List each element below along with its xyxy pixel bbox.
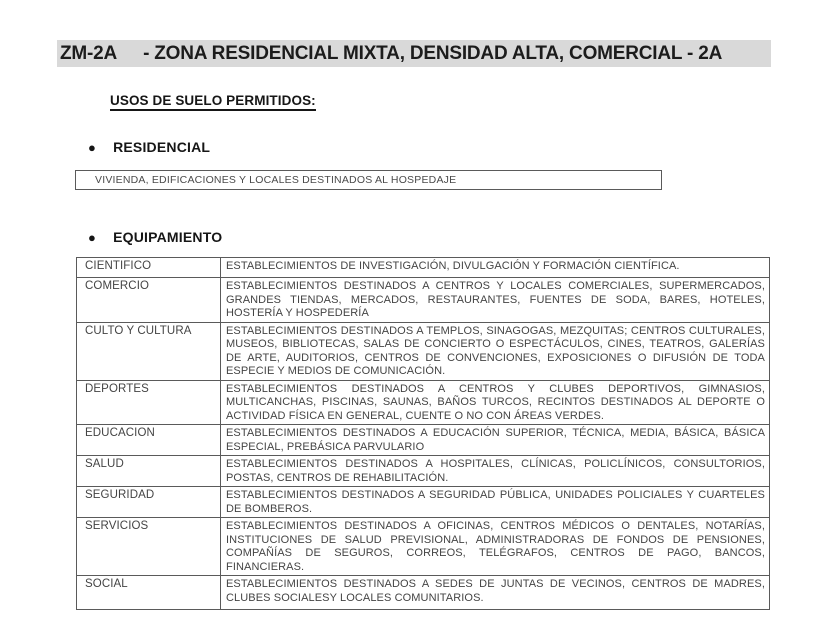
residencial-uses-box: [75, 170, 662, 190]
bullet-icon: ●: [88, 139, 97, 155]
table-row: [77, 322, 770, 380]
category-cell: SALUD: [77, 456, 221, 487]
section-heading-usos-de-suelo: USOS DE SUELO PERMITIDOS:: [110, 93, 316, 111]
description-cell: ESTABLECIMIENTOS DESTINADOS A CENTROS Y LOCALES COMERCIALES, SUPERMERCADOS, GRANDES TIENDAS, MERCADOS, RESTAURANTES, FUENTES DE SODA, BARES, HOTELES, HOSTERÍA Y HOSPEDERÍA: [221, 278, 770, 323]
bullet-icon: ●: [88, 229, 97, 245]
category-cell: SERVICIOS: [77, 518, 221, 576]
equipamiento-table: [76, 257, 770, 610]
zone-title-text: - ZONA RESIDENCIAL MIXTA, DENSIDAD ALTA, COMERCIAL - 2A: [143, 42, 723, 64]
description-cell: ESTABLECIMIENTOS DESTINADOS A SEGURIDAD PÚBLICA, UNIDADES POLICIALES Y CUARTELES DE BOMBEROS.: [221, 487, 770, 518]
description-cell: ESTABLECIMIENTOS DESTINADOS A HOSPITALES, CLÍNICAS, POLICLÍNICOS, CONSULTORIOS, POSTAS, CENTROS DE REHABILITACIÓN.: [221, 456, 770, 487]
category-cell: CULTO Y CULTURA: [77, 322, 221, 380]
residencial-label: RESIDENCIAL: [113, 139, 211, 155]
category-cell: DEPORTES: [77, 380, 221, 425]
table-row: [77, 258, 770, 278]
table-row: [77, 456, 770, 487]
category-cell: SEGURIDAD: [77, 487, 221, 518]
description-cell: ESTABLECIMIENTOS DESTINADOS A CENTROS Y CLUBES DEPORTIVOS, GIMNASIOS, MULTICANCHAS, PISCINAS, SAUNAS, BAÑOS TURCOS, RECINTOS DESTINADOS AL DEPORTE O ACTIVIDAD FÍSICA EN GENERAL, CUENTE O NO CON ÁREAS VERDES.: [221, 380, 770, 425]
category-cell: EDUCACION: [77, 425, 221, 456]
residencial-heading: [88, 139, 210, 155]
table-row: [77, 576, 770, 610]
document-title: [57, 40, 771, 67]
category-cell: CIENTIFICO: [77, 258, 221, 278]
description-cell: ESTABLECIMIENTOS DE INVESTIGACIÓN, DIVULGACIÓN Y FORMACIÓN CIENTÍFICA.: [221, 258, 770, 278]
table-row: [77, 518, 770, 576]
equipamiento-heading: [88, 229, 222, 245]
description-cell: ESTABLECIMIENTOS DESTINADOS A TEMPLOS, SINAGOGAS, MEZQUITAS; CENTROS CULTURALES, MUSEOS, BIBLIOTECAS, SALAS DE CONCIERTO O ESPECTÁCULOS, CINES, TEATROS, GALERÍAS DE ARTE, AUDITORIOS, CENTROS DE CONVENCIONES, EXPOSICIONES O DIFUSIÓN DE TODA ESPECIE Y MEDIOS DE COMUNICACIÓN.: [221, 322, 770, 380]
residencial-uses-text: VIVIENDA, EDIFICACIONES Y LOCALES DESTINADOS AL HOSPEDAJE: [95, 174, 457, 186]
description-cell: ESTABLECIMIENTOS DESTINADOS A SEDES DE JUNTAS DE VECINOS, CENTROS DE MADRES, CLUBES SOCIALESY LOCALES COMUNITARIOS.: [221, 576, 770, 610]
category-cell: COMERCIO: [77, 278, 221, 323]
table-row: [77, 487, 770, 518]
description-cell: ESTABLECIMIENTOS DESTINADOS A EDUCACIÓN SUPERIOR, TÉCNICA, MEDIA, BÁSICA, BÁSICA ESPECIAL, PREBÁSICA PARVULARIO: [221, 425, 770, 456]
equipamiento-label: EQUIPAMIENTO: [113, 229, 223, 245]
table-row: [77, 425, 770, 456]
description-cell: ESTABLECIMIENTOS DESTINADOS A OFICINAS, CENTROS MÉDICOS O DENTALES, NOTARÍAS, INSTITUCIONES DE SALUD PREVISIONAL, ADMINISTRADORAS DE FONDOS DE PENSIONES, COMPAÑÍAS DE SEGUROS, CORREOS, TELÉGRAFOS, CENTROS DE PAGO, BANCOS, FINANCIERAS.: [221, 518, 770, 576]
table-row: [77, 278, 770, 323]
category-cell: SOCIAL: [77, 576, 221, 610]
table-row: [77, 380, 770, 425]
zone-code: ZM-2A: [60, 42, 118, 64]
